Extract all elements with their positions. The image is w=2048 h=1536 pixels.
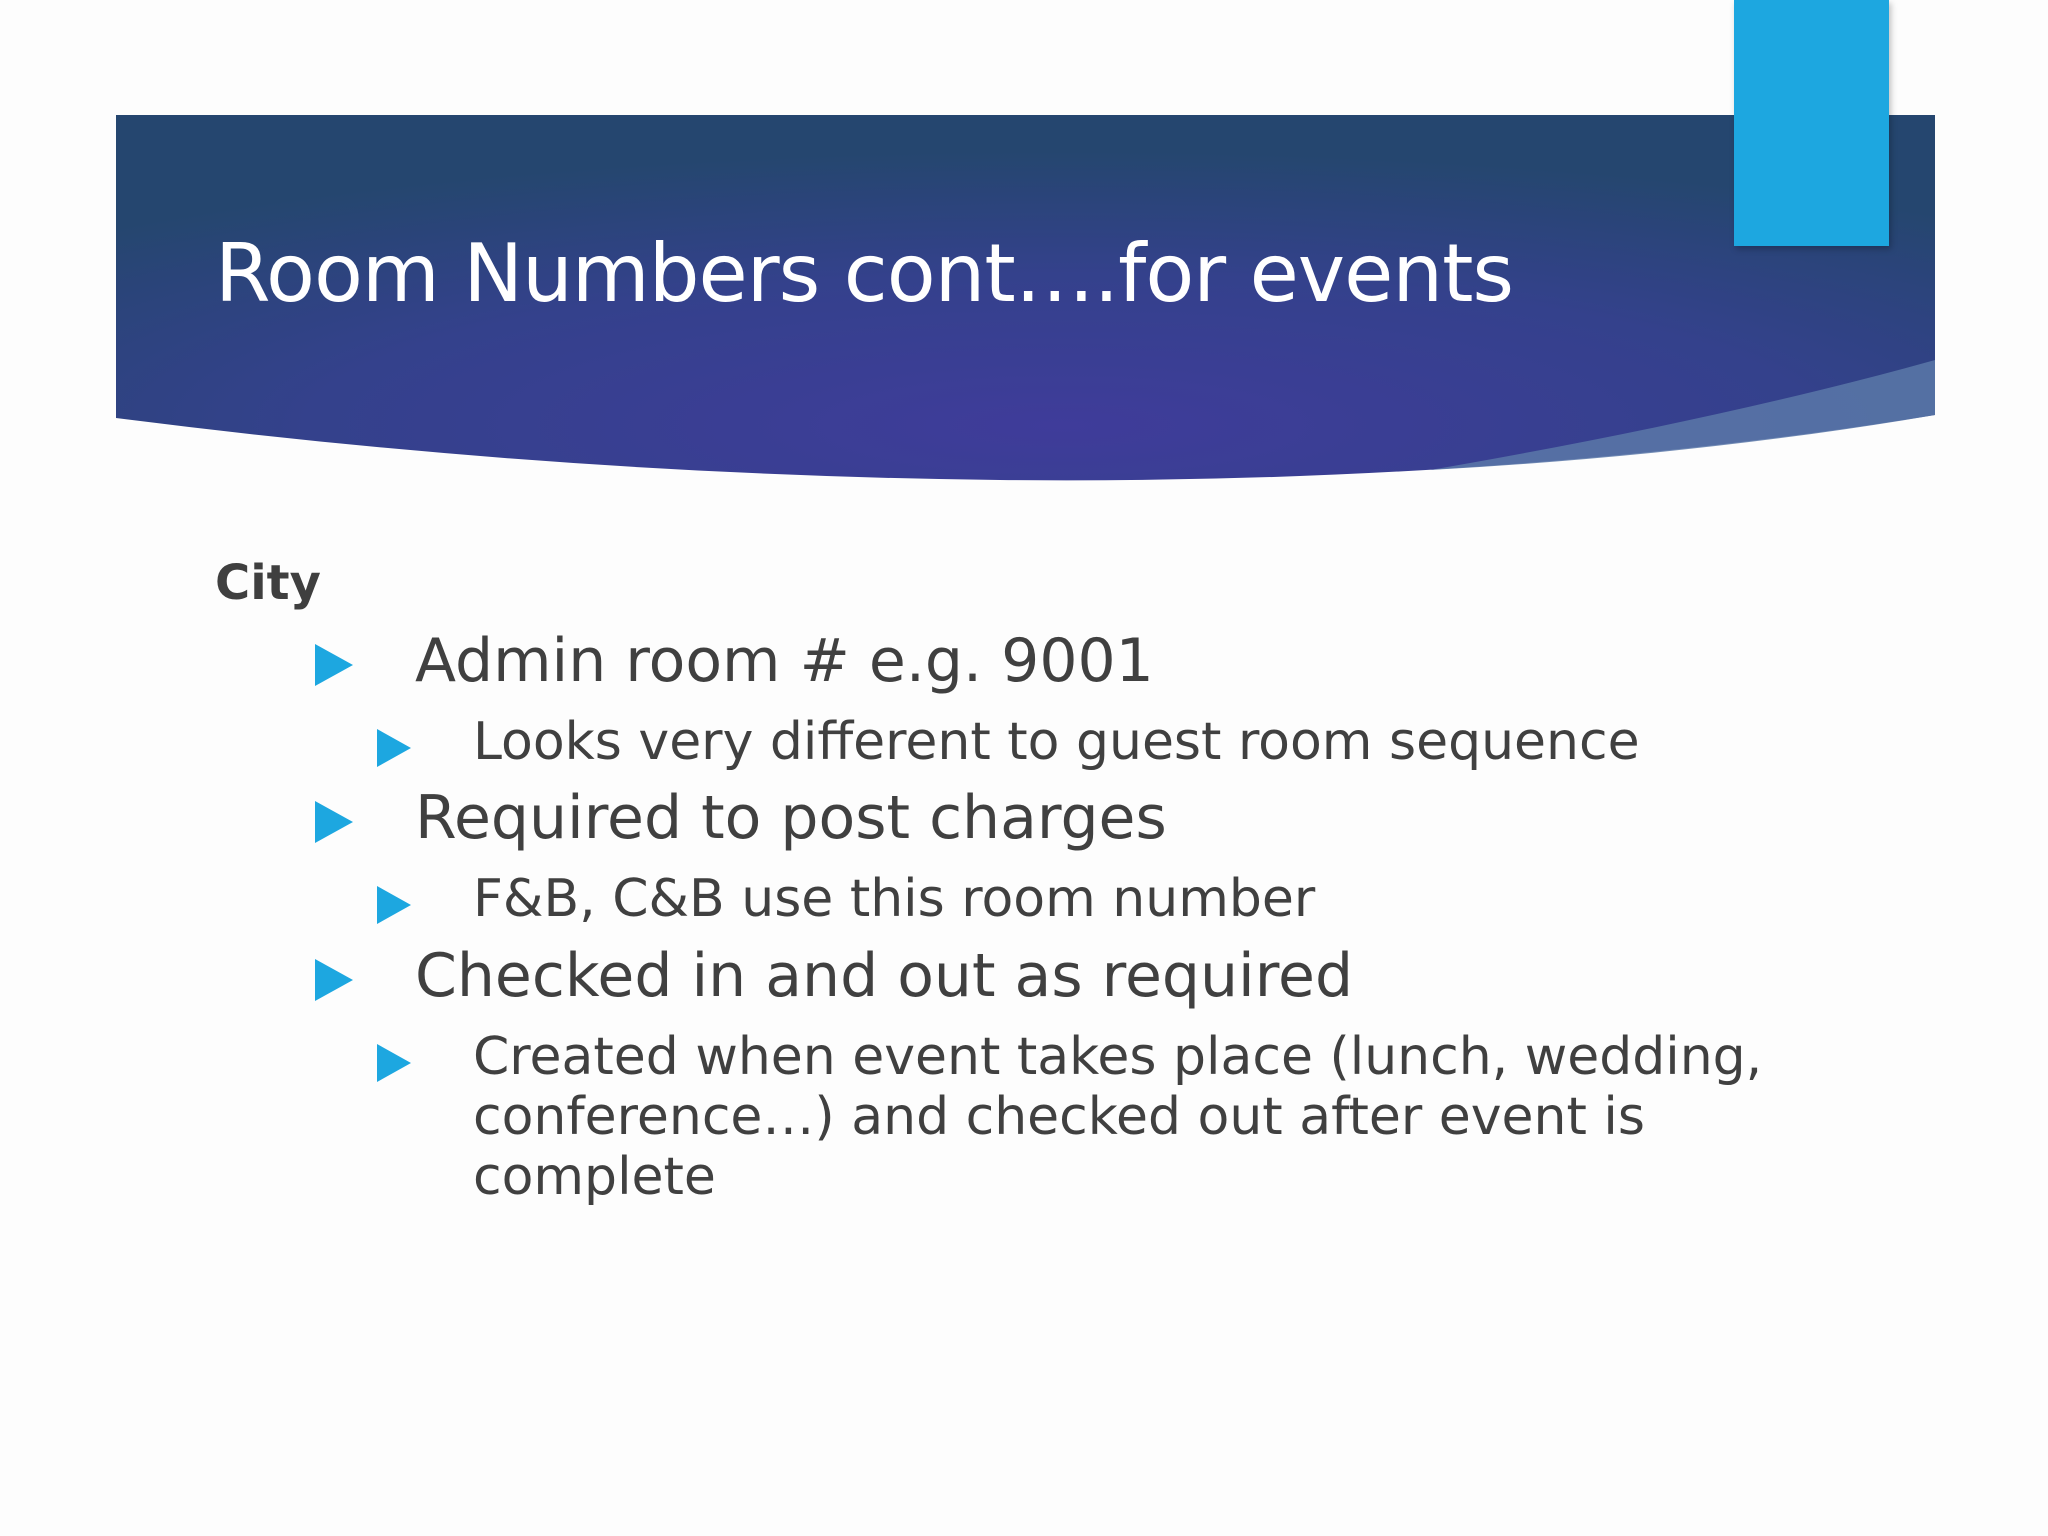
accent-tab bbox=[1734, 0, 1889, 246]
sub-bullet-text: Created when event takes place (lunch, wedding, conference…) and checked out after event is complete bbox=[473, 1027, 1763, 1207]
sub-bullet-item bbox=[215, 1028, 1855, 1207]
triangle-right-icon bbox=[377, 886, 411, 924]
bullet-item bbox=[215, 940, 1855, 1012]
sub-bullet-text: Looks very different to guest room sequence bbox=[473, 711, 1640, 772]
triangle-right-icon bbox=[377, 1044, 411, 1082]
section-heading-city: City bbox=[215, 555, 321, 611]
bullet-text: Admin room # e.g. 9001 bbox=[415, 625, 1154, 696]
sub-bullet-item bbox=[215, 713, 1855, 773]
slide-title: Room Numbers cont….for events bbox=[215, 227, 1514, 320]
sub-bullet-item bbox=[215, 870, 1855, 930]
triangle-right-icon bbox=[377, 729, 411, 767]
triangle-right-icon bbox=[315, 644, 353, 686]
triangle-right-icon bbox=[315, 959, 353, 1001]
bullet-text: Checked in and out as required bbox=[415, 941, 1354, 1012]
triangle-right-icon bbox=[315, 801, 353, 843]
sub-bullet-text: F&B, C&B use this room number bbox=[473, 869, 1316, 930]
bullet-text: Required to post charges bbox=[415, 783, 1167, 854]
bullet-item bbox=[215, 625, 1855, 697]
bullet-item bbox=[215, 782, 1855, 854]
slide-content bbox=[215, 555, 1855, 1208]
